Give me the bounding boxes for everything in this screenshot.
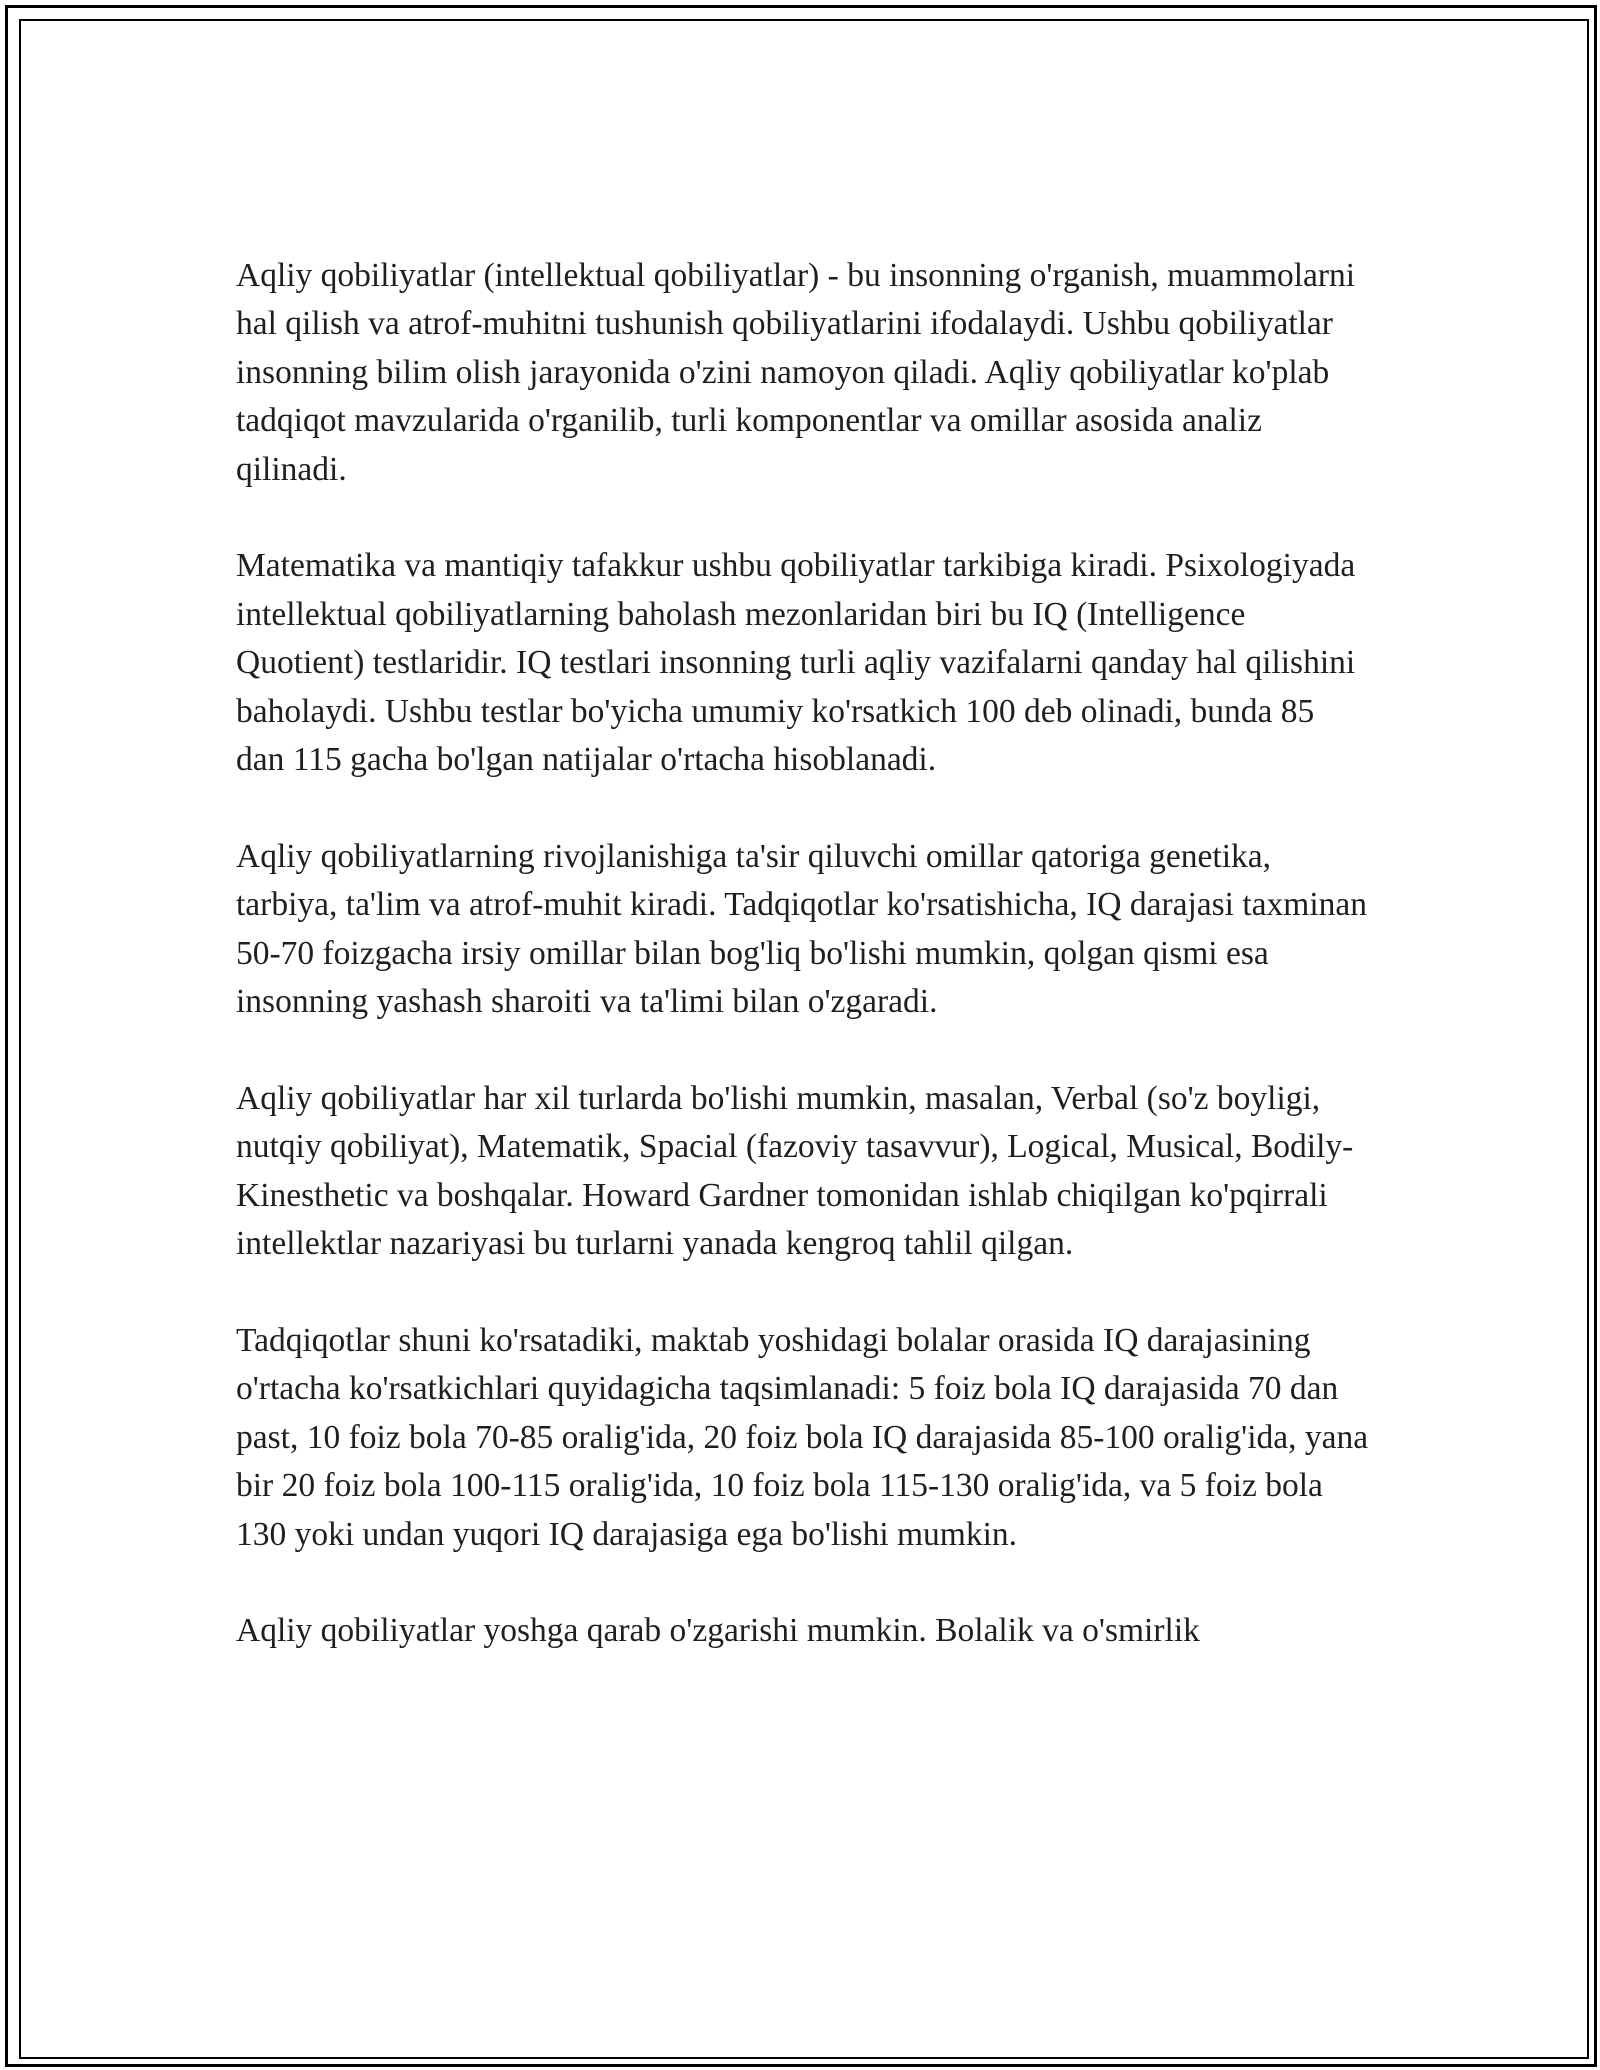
- paragraph-age: Aqliy qobiliyatlar yoshga qarab o'zgarishi mumkin. Bolalik va o'smirlik: [236, 1612, 1200, 1650]
- document-body: [236, 252, 1371, 1704]
- paragraph-distribution: Tadqiqotlar shuni ko'rsatadiki, maktab yoshidagi bolalar orasida IQ darajasining o'rtacha ko'rsatkichlari quyidagicha taqsimlanadi: 5 foiz bola IQ darajasida 70 dan past, 10 foiz bola 70-85 oralig'ida, 20 foiz bola IQ darajasida 85-100 oralig'ida, yana bir 20 foiz bola 100-115 oralig'ida, 10 foiz bola 115-130 oralig'ida, va 5 foiz bola 130 yoki undan yuqori IQ darajasiga ega bo'lishi mumkin.: [236, 1321, 1369, 1553]
- paragraph-intro: Aqliy qobiliyatlar (intellektual qobiliyatlar) - bu insonning o'rganish, muammolarni hal qilish va atrof-muhitni tushunish qobiliyatlarini ifodalaydi. Ushbu qobiliyatlar insonning bilim olish jarayonida o'zini namoyon qiladi. Aqliy qobiliyatlar ko'plab tadqiqot mavzularida o'rganilib, turli komponentlar va omillar asosida analiz qilinadi.: [236, 257, 1356, 488]
- paragraph-iq-tests: Matematika va mantiqiy tafakkur ushbu qobiliyatlar tarkibiga kiradi. Psixologiyada intellektual qobiliyatlarning baholash mezonlaridan biri bu IQ (Intelligence Quotient) testlaridir. IQ testlari insonning turli aqliy vazifalarni qanday hal qilishini baholaydi. Ushbu testlar bo'yicha umumiy ko'rsatkich 100 deb olinadi, bunda 85 dan 115 gacha bo'lgan natijalar o'rtacha hisoblanadi.: [236, 547, 1356, 779]
- paragraph-types: Aqliy qobiliyatlar har xil turlarda bo'lishi mumkin, masalan, Verbal (so'z boyligi, nutqiy qobiliyat), Matematik, Spacial (fazoviy tasavvur), Logical, Musical, Bodily-Kinesthetic va boshqalar. Howard Gardner tomonidan ishlab chiqilgan ko'pqirrali intellektlar nazariyasi bu turlarni yanada kengroq tahlil qilgan.: [236, 1079, 1354, 1263]
- paragraph-factors: Aqliy qobiliyatlarning rivojlanishiga ta'sir qiluvchi omillar qatoriga genetika, tarbiya, ta'lim va atrof-muhit kiradi. Tadqiqotlar ko'rsatishicha, IQ darajasi taxminan 50-70 foizgacha irsiy omillar bilan bog'liq bo'lishi mumkin, qolgan qismi esa insonning yashash sharoiti va ta'limi bilan o'zgaradi.: [236, 837, 1368, 1021]
